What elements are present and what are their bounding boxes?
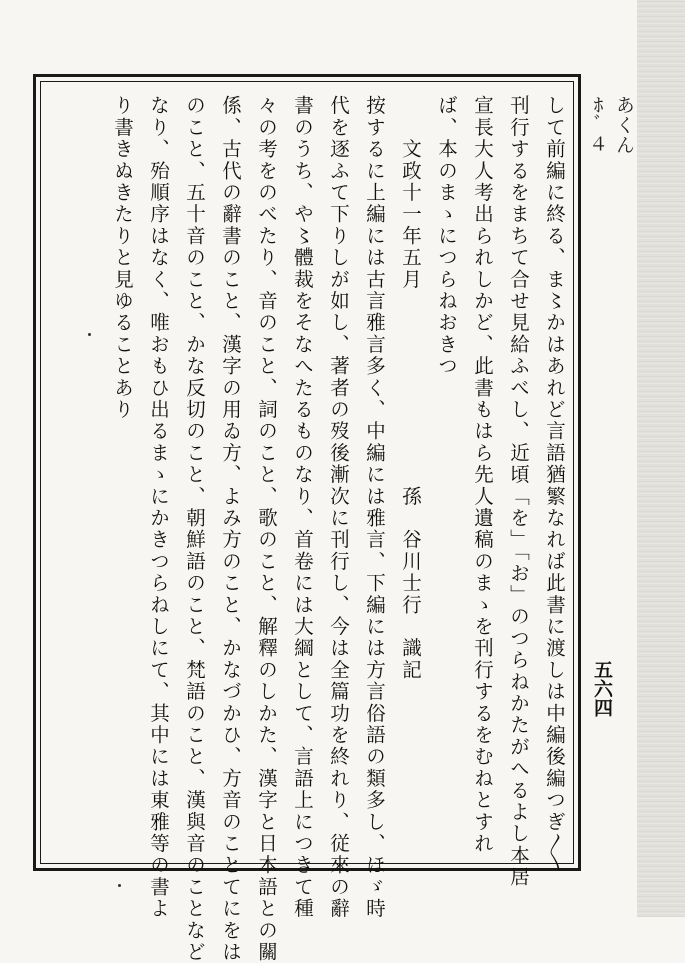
text-column: 按するに上編には古言雅言多く、中編には雅言、下編には方言俗語の類多し、ほゞ時 — [363, 95, 386, 920]
colophon-column: 文政十一年五月 孫 谷川士行 識記 — [399, 95, 422, 681]
text-column: して前編に終る、ま〻かはあれど言語猶繁なれば此書に渡しは中編後編つぎ〳〵 — [543, 95, 566, 874]
text-column: 々の考をのべたり、音のこと、詞のこと、歌のこと、解釋のしかた、漢字と日本語との關 — [255, 95, 278, 963]
scan-edge-shadow — [637, 0, 685, 917]
margin-handwritten-note: あくん ﾎﾞ４ — [586, 95, 635, 155]
text-column: 代を逐ふて下りしが如し、著者の歿後漸次に刊行し、今は全篇功を終れり、従來の辭 — [327, 95, 350, 920]
main-text-block — [90, 95, 580, 963]
text-column: り書きぬきたりと見ゆることあり — [111, 95, 134, 421]
page-number: 五六四 — [591, 660, 613, 717]
text-column: なり、殆順序はなく、唯おもひ出るまゝにかきつらねしにて、其中には東雅等の書よ — [147, 95, 170, 920]
scan-speck — [88, 333, 91, 336]
scan-speck — [118, 884, 121, 887]
text-column: のこと、五十音のこと、かな反切のこと、朝鮮語のこと、梵語のこと、漢與音のことなど — [183, 95, 206, 963]
text-column: 書のうち、や〻體裁をそなへたるものなり、首卷には大綱として、言語上につきて種 — [291, 95, 314, 920]
text-column: ば、本のまゝにつらねおきつ — [435, 95, 458, 378]
text-column: 係、古代の辭書のこと、漢字の用ゐ方、よみ方のこと、かなづかひ、方音のことてにをは — [219, 95, 242, 963]
text-column: 宣長大人考出られしかど、此書もはら先人遺稿のまゝを刊行するをむねとすれ — [471, 95, 494, 855]
text-column: 刊行するをまちて合せ見給ふべし、近頃「を」「お」のつらねかたがへるよし本居 — [507, 95, 530, 889]
